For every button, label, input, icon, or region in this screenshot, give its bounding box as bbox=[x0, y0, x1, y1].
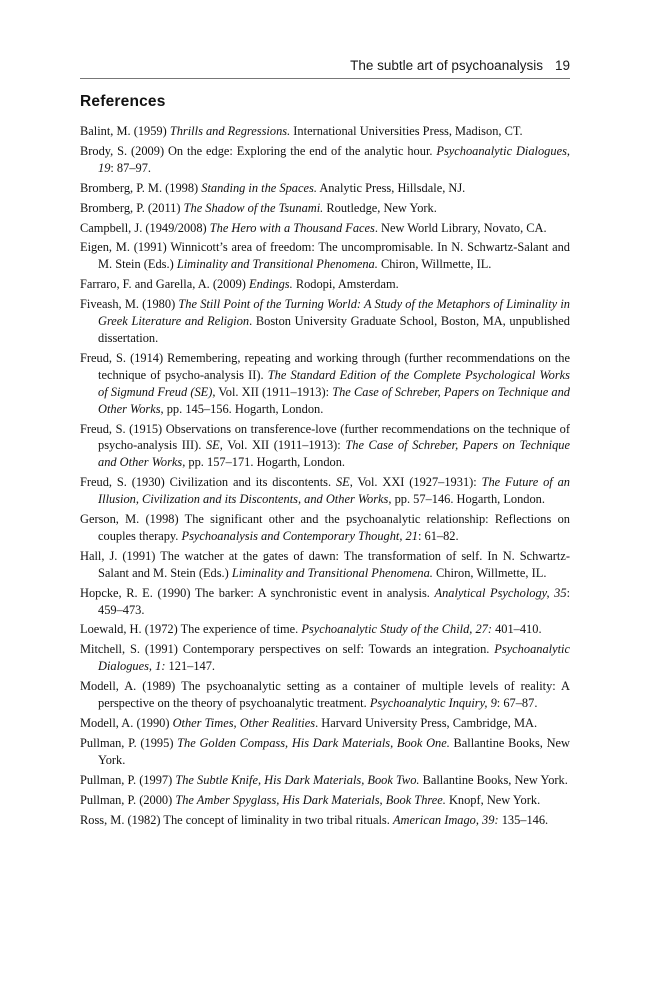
page-number: 19 bbox=[554, 58, 570, 73]
reference-text: Eigen, M. (1991) Winnicott’s area of freedom: The uncompromisable. In N. Schwartz-Salant and M. Stein (Eds.) bbox=[80, 240, 570, 272]
reference-entry bbox=[80, 621, 570, 638]
reference-entry bbox=[80, 641, 570, 675]
reference-title: Psychoanalytic Dialogues, 19 bbox=[98, 143, 570, 175]
reference-text: Chiron, Willmette, IL. bbox=[432, 565, 547, 580]
reference-text: . New World Library, Novato, CA. bbox=[374, 220, 547, 235]
reference-title: Thrills and Regressions. bbox=[169, 124, 291, 138]
reference-text: , Vol. XXI (1927–1931): bbox=[349, 475, 482, 490]
reference-text: . Harvard University Press, Cambridge, MA. bbox=[315, 716, 538, 730]
reference-text: Brody, S. (2009) On the edge: Exploring the end of the analytic hour. bbox=[80, 143, 437, 158]
reference-title: The Future of an Illusion, Civilization and its Discontents, and Other Works bbox=[98, 475, 570, 507]
reference-text: Farraro, F. and Garella, A. (2009) bbox=[80, 277, 249, 292]
reference-text: Freud, S. (1914) Remembering, repeating and working through (further recommendations on the technique of psycho-analysis II). bbox=[80, 350, 570, 382]
reference-title: Psychoanalytic Dialogues, 1: bbox=[98, 642, 570, 674]
reference-entry bbox=[80, 735, 570, 769]
reference-text: Freud, S. (1915) Observations on transference-love (further recommendations on the technique of psycho-analysis III). bbox=[80, 421, 570, 453]
reference-entry bbox=[80, 143, 570, 177]
reference-text: Loewald, H. (1972) The experience of time. bbox=[80, 622, 302, 637]
reference-entry bbox=[80, 585, 570, 619]
reference-text: Hall, J. (1991) The watcher at the gates of dawn: The transformation of self. In N. Schwartz-Salant and M. Stein (Eds.) bbox=[80, 548, 570, 580]
reference-title: The Standard Edition of the Complete Psychological Works of Sigmund Freud (SE), bbox=[98, 367, 570, 399]
reference-title: Liminality and Transitional Phenomena. bbox=[176, 257, 378, 272]
reference-text: International Universities Press, Madison, CT. bbox=[290, 124, 523, 138]
reference-text: . Boston University Graduate School, Boston, MA, unpublished dissertation. bbox=[98, 314, 571, 345]
section-heading: References bbox=[80, 93, 166, 110]
reference-text: , pp. 157–171. Hogarth, London. bbox=[182, 455, 346, 470]
reference-text: : 459–473. bbox=[98, 585, 571, 617]
reference-text: Bromberg, P. (2011) bbox=[80, 200, 184, 215]
reference-text: Chiron, Willmette, IL. bbox=[377, 257, 492, 272]
reference-title: The Subtle Knife bbox=[175, 772, 258, 787]
reference-text: Fiveash, M. (1980) bbox=[80, 297, 179, 312]
reference-text: Ballantine Books, New York. bbox=[419, 772, 568, 787]
reference-text: Bromberg, P. M. (1998) bbox=[80, 180, 202, 195]
reference-title: His Dark Materials, Book Two. bbox=[264, 772, 420, 787]
reference-text: 135–146. bbox=[498, 812, 549, 827]
reference-text: Vol. XII (1911–1913): bbox=[222, 438, 346, 453]
reference-entry bbox=[80, 678, 570, 712]
reference-text: , pp. 57–146. Hogarth, London. bbox=[388, 492, 545, 507]
reference-title: The Case of Schreber, Papers on Technique and Other Works bbox=[98, 384, 570, 416]
reference-text: Modell, A. (1990) bbox=[80, 716, 173, 730]
reference-text: Routledge, New York. bbox=[323, 200, 437, 215]
reference-text: Campbell, J. (1949/2008) bbox=[80, 220, 210, 235]
reference-text: , bbox=[257, 772, 265, 787]
reference-text: Mitchell, S. (1991) Contemporary perspectives on self: Towards an integration. bbox=[80, 642, 495, 657]
reference-title: SE bbox=[335, 475, 350, 490]
reference-text: Balint, M. (1959) bbox=[80, 124, 170, 138]
reference-title: Psychoanalysis and Contemporary Thought, 21 bbox=[181, 528, 418, 543]
reference-title: American Imago, 39: bbox=[392, 812, 499, 827]
reference-title: The Hero with a Thousand Faces bbox=[209, 220, 375, 235]
reference-text: Freud, S. (1930) Civilization and its discontents. bbox=[80, 475, 336, 490]
reference-entry bbox=[80, 715, 570, 732]
reference-text: Pullman, P. (1995) bbox=[80, 735, 178, 750]
reference-entry bbox=[80, 792, 570, 809]
reference-entry bbox=[80, 350, 570, 418]
reference-text: Vol. XII (1911–1913): bbox=[215, 384, 333, 399]
reference-title: SE, bbox=[205, 438, 223, 453]
reference-entry bbox=[80, 474, 570, 508]
reference-title: Analytical Psychology, 35 bbox=[434, 585, 567, 600]
reference-text: Ballantine Books, New York. bbox=[98, 735, 570, 767]
reference-entry bbox=[80, 200, 570, 217]
reference-text: Ross, M. (1982) The concept of liminality in two tribal rituals. bbox=[80, 812, 393, 827]
reference-title: Psychoanalytic Study of the Child, 27: bbox=[301, 622, 492, 637]
header-rule bbox=[80, 78, 570, 79]
reference-text: Pullman, P. (2000) bbox=[80, 792, 176, 807]
reference-text: 401–410. bbox=[491, 622, 542, 637]
reference-title: The Still Point of the Turning World: A Study of the Metaphors of Liminality in Greek Literature and Religion bbox=[98, 297, 570, 329]
running-title: The subtle art of psychoanalysis bbox=[350, 58, 543, 73]
reference-entry bbox=[80, 220, 570, 237]
reference-title: The Golden Compass, His Dark Materials, Book One. bbox=[177, 735, 450, 750]
reference-text: 121–147. bbox=[165, 659, 216, 674]
reference-title: Liminality and Transitional Phenomena. bbox=[231, 565, 433, 580]
reference-text: Hopcke, R. E. (1990) The barker: A synchronistic event in analysis. bbox=[80, 585, 435, 600]
reference-text: : 67–87. bbox=[496, 696, 538, 711]
reference-text: : 61–82. bbox=[417, 528, 459, 543]
reference-entry bbox=[80, 123, 570, 140]
reference-title: The Amber Spyglass, His Dark Materials, Book Three. bbox=[175, 792, 446, 807]
reference-text: Modell, A. (1989) The psychoanalytic setting as a container of multiple levels of reality: A perspective on the theory of psychoanalytic treatment. bbox=[80, 679, 570, 711]
reference-text: Rodopi, Amsterdam. bbox=[292, 277, 399, 292]
reference-text: , pp. 145–156. Hogarth, London. bbox=[160, 401, 324, 416]
reference-text: Analytic Press, Hillsdale, NJ. bbox=[316, 180, 466, 195]
reference-list bbox=[80, 123, 570, 831]
reference-entry bbox=[80, 276, 570, 293]
reference-text: Pullman, P. (1997) bbox=[80, 772, 176, 787]
reference-title: The Case of Schreber, Papers on Technique and Other Works bbox=[98, 438, 570, 470]
reference-title: Standing in the Spaces. bbox=[201, 180, 317, 195]
reference-title: Psychoanalytic Inquiry, 9 bbox=[369, 696, 497, 711]
running-head bbox=[80, 58, 570, 73]
reference-title: The Shadow of the Tsunami. bbox=[183, 200, 324, 215]
reference-text: : 87–97. bbox=[110, 160, 152, 175]
reference-text: Gerson, M. (1998) The significant other and the psychoanalytic relationship: Reflections on couples therapy. bbox=[80, 512, 570, 543]
reference-entry bbox=[80, 421, 570, 472]
reference-text: Knopf, New York. bbox=[445, 792, 541, 807]
reference-entry bbox=[80, 511, 570, 545]
reference-title: Other Times, Other Realities bbox=[172, 716, 316, 730]
reference-entry bbox=[80, 772, 570, 789]
reference-title: Endings. bbox=[249, 277, 293, 292]
reference-entry bbox=[80, 239, 570, 273]
reference-entry bbox=[80, 296, 570, 347]
reference-entry bbox=[80, 812, 570, 829]
reference-entry bbox=[80, 180, 570, 197]
reference-entry bbox=[80, 548, 570, 582]
